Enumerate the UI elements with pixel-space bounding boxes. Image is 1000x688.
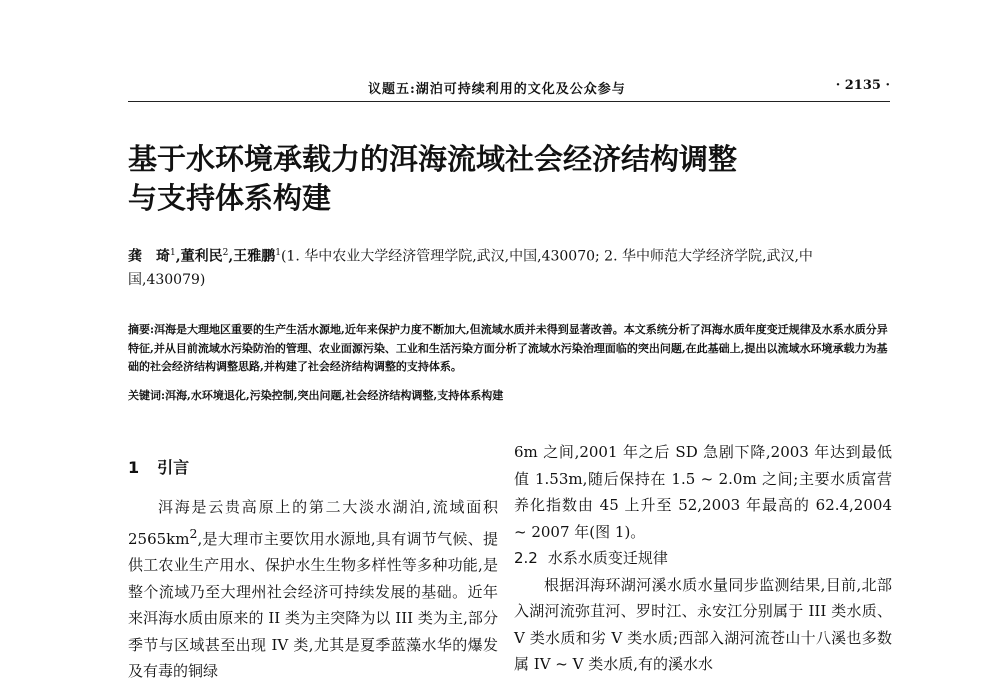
series-title: 议题五:湖泊可持续利用的文化及公众参与 <box>368 82 626 97</box>
keywords <box>128 387 890 403</box>
water-quality-paragraph: 根据洱海环湖河溪水质水量同步监测结果,目前,北部入湖河流弥苴河、罗时江、永安江分别属于 III 类水质、V 类水质和劣 V 类水质;西部入湖河流苍山十八溪也多数属 IV ~ V 类水质,有的溪水水 <box>514 575 892 673</box>
keywords-text: 洱海,水环境退化,污染控制,突出问题,社会经济结构调整,支持体系构建 <box>165 389 504 402</box>
author-1-affil: 1 <box>170 248 176 258</box>
abstract-text: 洱海是大理地区重要的生产生活水源地,近年来保护力度不断加大,但流域水质并未得到显著改善。本文系统分析了洱海水质年度变迁规律及水系水质分异特征,并从目前流域水污染防治的管理、农业面源污染、工业和生活污染方面分析了流域水污染治理面临的突出问题,在此基础上,提出以流域水环境承载力为基础的社会经济结构调整思路,并构建了社会经济结构调整的支持体系。 <box>128 323 888 373</box>
right-column <box>514 439 892 678</box>
section-title: 引言 <box>157 458 190 477</box>
page-number: · 2135 · <box>835 78 890 93</box>
section-number: 1 <box>128 458 140 477</box>
abstract-label: 摘要: <box>128 323 155 336</box>
intro-sup: 2 <box>189 525 198 541</box>
left-column <box>128 447 498 685</box>
intro-paragraph <box>128 494 498 685</box>
section-1-heading <box>128 455 498 478</box>
intro-text-b: ,是大理市主要饮用水源地,具有调节气候、提供工农业生产用水、保护水生生物多样性等多种功能,是整个流域乃至大理州社会经济可持续发展的基础。近年来洱海水质由原来的 II 类为主突降为以 III 类为主,部分季节与区域甚至出现 IV 类,尤其是夏季蓝藻水华的爆发及有毒的铜绿 <box>128 529 498 680</box>
author-2-affil: 2 <box>222 248 229 258</box>
affiliations: (1. 华中农业大学经济管理学院,武汉,中国,430070; 2. 华中师范大学经济学院,武汉,中国,430079) <box>128 248 813 288</box>
continued-paragraph: 6m 之间,2001 年之后 SD 急剧下降,2003 年达到最低值 1.53m,随后保持在 1.5 ~ 2.0m 之间;主要水质富营养化指数由 45 上升至 52,2003 年最高的 62.4,2004 ~ 2007 年(图 1)。 <box>514 443 892 541</box>
author-3-affil: 1 <box>275 248 281 258</box>
subsection-2-2-heading <box>514 545 892 572</box>
paper-title <box>128 140 888 218</box>
header-rule <box>128 101 890 102</box>
intro-text-a: 洱海是云贵高原上的第二大淡水湖泊,流域面积2565km <box>128 498 498 548</box>
subsection-title: 水系水质变迁规律 <box>547 549 668 567</box>
author-1: 龚 琦 <box>128 248 170 265</box>
author-3: ,王雅鹏 <box>228 248 276 265</box>
keywords-label: 关键词: <box>128 389 166 402</box>
title-line-2: 与支持体系构建 <box>128 181 332 215</box>
running-header <box>128 76 890 98</box>
author-block <box>128 242 890 292</box>
abstract <box>128 321 890 377</box>
author-2: ,董利民 <box>175 248 223 265</box>
subsection-number: 2.2 <box>514 549 538 567</box>
title-line-1: 基于水环境承载力的洱海流域社会经济结构调整 <box>128 142 738 176</box>
